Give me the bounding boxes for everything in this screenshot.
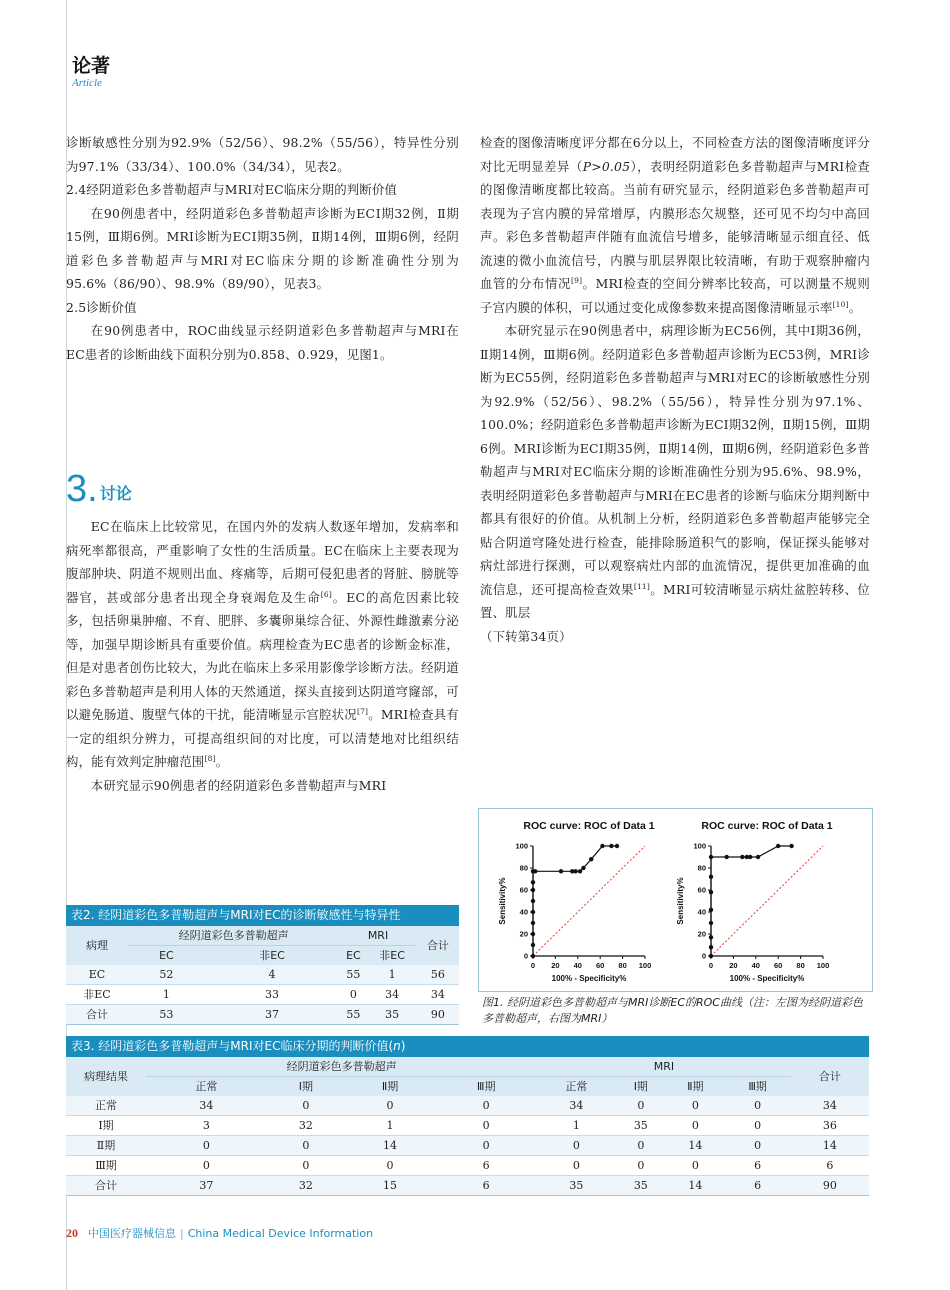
- cell: 0: [615, 1136, 666, 1156]
- x-tick-label: 20: [729, 961, 738, 970]
- table-header: 病理结果: [84, 1070, 128, 1083]
- cell: 56: [417, 965, 459, 985]
- table-header: 经阴道彩色多普勒超声: [146, 1057, 537, 1077]
- table-header: EC: [346, 949, 361, 962]
- text-run: 检查的图像清晰度评分都在6分以上，不同检查方法的图像清晰度评分对比无明显差异（: [480, 135, 870, 174]
- cell: 1: [537, 1116, 615, 1136]
- roc-point: [789, 844, 793, 848]
- y-tick-label: 40: [697, 907, 706, 917]
- cell: 6: [791, 1156, 869, 1176]
- row-label: EC: [66, 965, 128, 985]
- table-row: [66, 985, 459, 1005]
- roc-point: [748, 855, 752, 859]
- cell: 0: [435, 1096, 537, 1116]
- y-tick-label: 20: [519, 929, 528, 939]
- footer-separator: |: [180, 1227, 184, 1240]
- page-footer: [66, 1225, 373, 1241]
- x-axis-label: 100% - Specificity%: [551, 974, 627, 983]
- roc-point: [709, 890, 713, 894]
- cell: 34: [537, 1096, 615, 1116]
- x-tick-label: 100: [816, 961, 830, 970]
- x-axis-label: 100% - Specificity%: [729, 974, 805, 983]
- y-tick-label: 0: [523, 951, 528, 961]
- roc-point: [709, 921, 713, 925]
- paragraph: 本研究显示90例患者的经阴道彩色多普勒超声与MRI: [90, 777, 387, 793]
- cell: 34: [417, 985, 459, 1005]
- row-label: Ⅱ期: [66, 1136, 146, 1156]
- citation: [6]: [320, 589, 332, 599]
- y-axis-label: Sensitivity%: [498, 877, 507, 925]
- y-tick-label: 40: [519, 907, 528, 917]
- journal-name-en: China Medical Device Information: [187, 1227, 374, 1240]
- table-header: Ⅲ期: [748, 1080, 767, 1093]
- cell: 33: [205, 985, 340, 1005]
- cell: 1: [128, 985, 205, 1005]
- roc-curve: [533, 846, 617, 956]
- roc-point: [531, 921, 535, 925]
- x-tick-label: 60: [596, 961, 605, 970]
- y-axis-label: Sensitivity%: [676, 877, 685, 925]
- roc-point: [709, 954, 713, 958]
- cell: 0: [537, 1136, 615, 1156]
- left-column-discussion: [66, 515, 459, 797]
- y-tick-label: 0: [701, 951, 706, 961]
- section-number: 3: [66, 468, 88, 510]
- roc-point: [531, 943, 535, 947]
- cell: 0: [345, 1096, 435, 1116]
- table-row: [66, 1116, 869, 1136]
- roc-point: [531, 888, 535, 892]
- journal-name-cn: 中国医疗器械信息: [88, 1227, 176, 1240]
- cell: 0: [666, 1116, 724, 1136]
- table-row: [66, 1156, 869, 1176]
- table-header: 非EC: [379, 949, 405, 962]
- roc-point: [615, 844, 619, 848]
- roc-point: [531, 954, 535, 958]
- cell: 1: [345, 1116, 435, 1136]
- table-row: [66, 965, 459, 985]
- cell: 3: [146, 1116, 267, 1136]
- caption-text: 表3. 经阴道彩色多普勒超声与MRI对EC临床分期的判断价值(: [71, 1039, 394, 1053]
- cell: 6: [435, 1156, 537, 1176]
- roc-point: [724, 855, 728, 859]
- chart-title: ROC curve: ROC of Data 1: [701, 820, 833, 832]
- text-run: 。MRI检查的空间分辨率比较高，可以测量不规则子宫内膜的体积，可以通过变化成像参数来提高图像清晰显示率: [480, 276, 870, 315]
- section-title: 讨论: [99, 484, 132, 503]
- citation: [8]: [204, 753, 216, 763]
- roc-point: [609, 844, 613, 848]
- roc-point: [573, 869, 577, 873]
- table-header: 正常: [565, 1080, 588, 1093]
- cell: 90: [822, 1179, 837, 1192]
- cell: 34: [146, 1096, 267, 1116]
- table-caption: [66, 1036, 869, 1057]
- table-2-grid: [66, 926, 459, 1025]
- roc-point: [709, 908, 713, 912]
- cell: 0: [267, 1136, 345, 1156]
- x-tick-label: 60: [774, 961, 783, 970]
- cell: 35: [615, 1116, 666, 1136]
- cell: 55: [346, 1008, 361, 1021]
- row-label: Ⅰ期: [66, 1116, 146, 1136]
- citation: [11]: [633, 581, 651, 591]
- cell: 0: [435, 1116, 537, 1136]
- table-header: Ⅱ期: [381, 1080, 399, 1093]
- roc-charts: [479, 809, 872, 991]
- page-number: 20: [66, 1226, 78, 1240]
- roc-point: [709, 875, 713, 879]
- citation: [10]: [832, 299, 849, 309]
- roc-point: [740, 855, 744, 859]
- cell: 32: [298, 1179, 313, 1192]
- left-column-top: [66, 131, 459, 366]
- row-label: 正常: [66, 1096, 146, 1116]
- cell: 0: [339, 985, 367, 1005]
- cell: 32: [267, 1116, 345, 1136]
- roc-point: [709, 935, 713, 939]
- table-header: 合计: [818, 1070, 841, 1083]
- table-caption: 表2. 经阴道彩色多普勒超声与MRI对EC的诊断敏感性与特异性: [66, 905, 459, 926]
- cell: 0: [725, 1096, 791, 1116]
- cell: 14: [666, 1136, 724, 1156]
- p-value: P>0.05: [582, 158, 631, 174]
- caption-end: ): [400, 1039, 406, 1053]
- table-3-grid: [66, 1057, 869, 1196]
- cell: 34: [367, 985, 416, 1005]
- cell: 35: [633, 1179, 648, 1192]
- table-header: 经阴道彩色多普勒超声: [128, 926, 339, 946]
- x-tick-label: 40: [751, 961, 760, 970]
- row-label: 合计: [86, 1008, 108, 1021]
- table-row: [66, 1136, 869, 1156]
- roc-point: [581, 866, 585, 870]
- cell: 36: [791, 1116, 869, 1136]
- table-header: Ⅰ期: [633, 1080, 648, 1093]
- roc-point: [531, 932, 535, 936]
- text-run: 本研究显示在90例患者中，病理诊断为EC56例，其中Ⅰ期36例，Ⅱ期14例，Ⅲ期6例。经阴道彩色多普勒超声诊断为EC53例，MRI诊断为EC55例，经阴道彩色多普勒超声与MRI对EC的诊断敏感性分别为92.9%（52/56）、98.2%（55/56），特异性分别为97.1%、100.0%；经阴道彩色多普勒超声诊断为ECⅠ期32例，Ⅱ期15例，Ⅲ期6例。MRI诊断为ECⅠ期35例，Ⅱ期14例，Ⅲ期6例，经阴道彩色多普勒超声与MRI对EC临床分期的诊断准确性分别为95.6%、98.9%，表明经阴道彩色多普勒超声与MRI在EC患者的诊断与临床分期判断中都具有很好的价值。从机制上分析，经阴道彩色多普勒超声能够完全贴合阴道穹隆处进行检查，能排除肠道积气的影响，保证探头能够对病灶部进行探测，可以观察病灶内部的血流情况，提供更加准确的血流信息，还可提高检查效果: [480, 323, 870, 597]
- x-tick-label: 0: [530, 961, 536, 970]
- cell: 34: [791, 1096, 869, 1116]
- paragraph: [480, 319, 870, 625]
- cell: 37: [199, 1179, 214, 1192]
- cell: 0: [267, 1096, 345, 1116]
- table-header: 合计: [426, 939, 449, 952]
- text-run: 。MRI检查具有一定的组织分辨力，可提高组织间的对比度，可以清楚地对比组织结构，能有效判定肿瘤范围: [66, 707, 459, 769]
- text-run: 。: [215, 754, 229, 769]
- roc-point: [776, 844, 780, 848]
- table-header: 正常: [195, 1080, 218, 1093]
- row-label: 合计: [95, 1179, 117, 1192]
- text-run: ），表明经阴道彩色多普勒超声与MRI检查的图像清晰度都比较高。当前有研究显示，经阴道彩色多普勒超声可表现为子宫内膜的异常增厚，内膜形态欠规整，还可见不均匀中高回声。彩色多普勒超声伴随有血流信号增多，能够清晰显示细直径、低流速的微小血流信号，内膜与肌层界限比较清晰，有助于观察肿瘤内血管的分布情况: [480, 158, 870, 291]
- cell: 0: [725, 1136, 791, 1156]
- table-row: [66, 1005, 459, 1025]
- section-heading: [66, 462, 286, 508]
- paragraph: 在90例患者中，经阴道彩色多普勒超声诊断为ECⅠ期32例，Ⅱ期15例，Ⅲ期6例。MRI诊断为ECⅠ期35例，Ⅱ期14例，Ⅲ期6例，经阴道彩色多普勒超声与MRI对EC临床分期的诊断准确性分别为95.6%（86/90）、98.9%（89/90），见表3。: [66, 205, 459, 291]
- citation: [9]: [570, 275, 583, 285]
- cell: 4: [205, 965, 340, 985]
- roc-point: [531, 899, 535, 903]
- caption-n: n: [393, 1039, 401, 1053]
- x-tick-label: 80: [618, 961, 627, 970]
- text-run: EC在临床上比较常见，在国内外的发病人数逐年增加，发病率和病死率都很高，严重影响了女性的生活质量。EC在临床上主要表现为腹部肿块、阴道不规则出血、疼痛等，后期可侵犯患者的肾脏、膀胱等器官，甚或部分患者出现全身衰竭危及生命: [66, 519, 459, 605]
- section-header: [72, 56, 110, 90]
- citation: [7]: [356, 706, 369, 716]
- cell: 0: [666, 1096, 724, 1116]
- table-header: EC: [159, 949, 174, 962]
- cell: 35: [385, 1008, 400, 1021]
- x-tick-label: 0: [708, 961, 714, 970]
- x-tick-label: 40: [573, 961, 582, 970]
- cell: 90: [430, 1008, 445, 1021]
- table-header: MRI: [339, 926, 416, 946]
- roc-point: [709, 855, 713, 859]
- y-tick-label: 60: [519, 885, 528, 895]
- paragraph: 在90例患者中，ROC曲线显示经阴道彩色多普勒超声与MRI在EC患者的诊断曲线下面积分别为0.858、0.929，见图1。: [66, 323, 459, 362]
- chart-title: ROC curve: ROC of Data 1: [523, 820, 655, 832]
- paragraph: [480, 131, 870, 319]
- x-tick-label: 20: [551, 961, 560, 970]
- cell: 15: [383, 1179, 398, 1192]
- roc-point: [531, 910, 535, 914]
- figure-1: [478, 808, 873, 992]
- table-header: MRI: [537, 1057, 790, 1077]
- roc-point: [533, 869, 537, 873]
- y-tick-label: 80: [697, 863, 706, 873]
- cell: 6: [754, 1179, 762, 1192]
- table-header: Ⅲ期: [476, 1080, 496, 1093]
- roc-point: [756, 855, 760, 859]
- figure-caption: 图1. 经阴道彩色多普勒超声与MRI诊断EC的ROC曲线（注：左图为经阴道彩色多普勒超声，右图为MRI）: [482, 996, 863, 1025]
- text-run: 。MRI可较清晰显示病灶盆腔转移、位置、肌层: [480, 581, 871, 620]
- subheading: 2.4经阴道彩色多普勒超声与MRI对EC临床分期的判断价值: [66, 182, 398, 197]
- table-row: [66, 1176, 869, 1196]
- cell: 52: [128, 965, 205, 985]
- roc-point: [600, 844, 604, 848]
- roc-curve: [711, 846, 792, 956]
- x-tick-label: 80: [796, 961, 805, 970]
- cell: 35: [569, 1179, 584, 1192]
- cell: 0: [666, 1156, 724, 1176]
- y-tick-label: 60: [697, 885, 706, 895]
- roc-point: [578, 869, 582, 873]
- cell: 1: [367, 965, 416, 985]
- cell: 0: [725, 1116, 791, 1136]
- section-dot: .: [87, 468, 98, 510]
- roc-point: [559, 869, 563, 873]
- cell: 14: [345, 1136, 435, 1156]
- cell: 0: [267, 1156, 345, 1176]
- section-title-en: Article: [72, 77, 102, 89]
- right-column: [480, 131, 870, 648]
- cell: 14: [688, 1179, 703, 1192]
- text-run: 。: [848, 299, 862, 315]
- y-tick-label: 20: [697, 929, 706, 939]
- reference-line: [711, 846, 823, 956]
- table-3: [66, 1036, 869, 1196]
- cell: 0: [146, 1136, 267, 1156]
- row-label: 非EC: [66, 985, 128, 1005]
- cell: 14: [791, 1136, 869, 1156]
- cell: 0: [435, 1136, 537, 1156]
- continued-note: （下转第34页）: [480, 628, 572, 644]
- row-label: Ⅲ期: [66, 1156, 146, 1176]
- y-tick-label: 80: [519, 863, 528, 873]
- y-tick-label: 100: [515, 841, 528, 851]
- cell: 0: [146, 1156, 267, 1176]
- table-2: [66, 905, 459, 1025]
- paragraph: 诊断敏感性分别为92.9%（52/56）、98.2%（55/56），特异性分别为97.1%（33/34）、100.0%（34/34），见表2。: [66, 135, 459, 174]
- paragraph: [66, 515, 459, 774]
- roc-point: [589, 857, 593, 861]
- cell: 53: [159, 1008, 174, 1021]
- cell: 37: [265, 1008, 280, 1021]
- table-row: [66, 1096, 869, 1116]
- cell: 0: [615, 1156, 666, 1176]
- cell: 55: [339, 965, 367, 985]
- subheading: 2.5诊断价值: [66, 299, 137, 315]
- x-tick-label: 100: [638, 961, 652, 970]
- cell: 0: [345, 1156, 435, 1176]
- table-header: Ⅰ期: [298, 1080, 313, 1093]
- cell: 0: [615, 1096, 666, 1116]
- table-header: 病理: [86, 939, 108, 952]
- section-title-cn: 论著: [72, 55, 111, 77]
- text-run: 。EC的高危因素比较多，包括卵巢肿瘤、不育、肥胖、多囊卵巢综合征、外源性雌激素分泌等，加强早期诊断具有重要价值。病理检查为EC患者的诊断金标准，但是对患者创伤比较大，为此在临床上多采用影像学诊断方法。经阴道彩色多普勒超声是利用人体的天然通道，探头直接到达阴道穹窿部，可以避免肠道、腹壁气体的干扰，能清晰显示宫腔状况: [66, 589, 459, 722]
- roc-point: [709, 945, 713, 949]
- cell: 6: [482, 1179, 490, 1192]
- table-header: Ⅱ期: [687, 1080, 704, 1093]
- roc-point: [531, 880, 535, 884]
- cell: 6: [725, 1156, 791, 1176]
- table-header: 非EC: [259, 949, 285, 962]
- cell: 0: [537, 1156, 615, 1176]
- y-tick-label: 100: [693, 841, 706, 851]
